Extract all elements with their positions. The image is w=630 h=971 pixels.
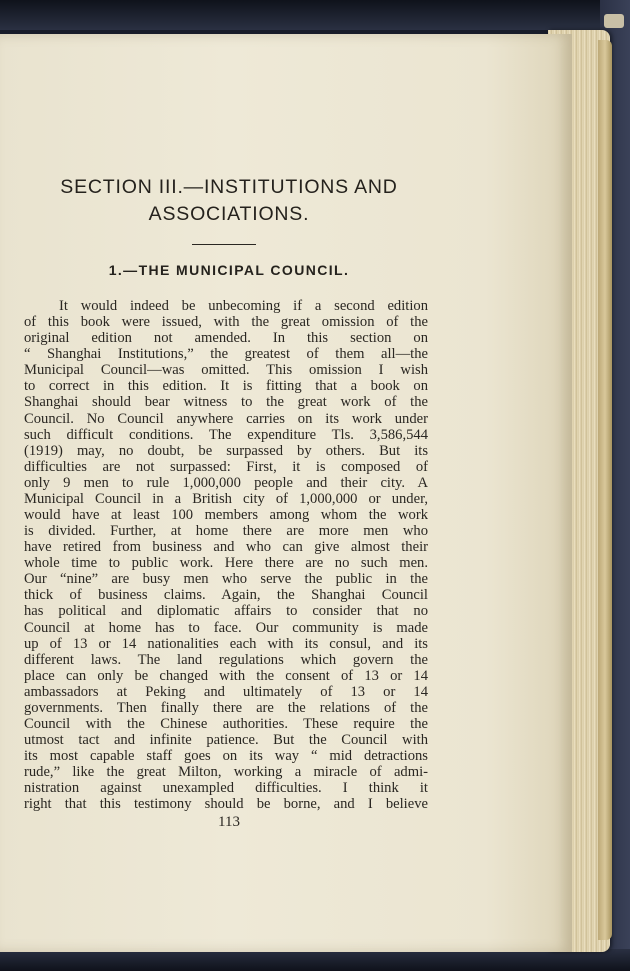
body-text — [24, 298, 428, 813]
text-line: its most capable staff goes on its way “ mid detractions — [24, 748, 428, 765]
text-line: is divided. Further, at home there are more men who — [24, 523, 428, 540]
text-line: Municipal Council in a British city of 1,000,000 or under, — [24, 490, 428, 507]
section-title: SECTION III.—INSTITUTIONS AND ASSOCIATIONS. — [60, 176, 398, 225]
bookmark-tab — [604, 14, 624, 28]
text-line: It would indeed be unbecoming if a second edition — [59, 298, 428, 314]
text-line: Shanghai should bear witness to the great work of the — [24, 394, 428, 411]
sub-heading: 1.—THE MUNICIPAL COUNCIL. — [108, 262, 350, 278]
heading-divider — [192, 244, 256, 245]
text-line: right that this testimony should be borne, and I believe — [24, 796, 428, 813]
text-line: Council at home has to face. Our community is made — [24, 619, 428, 636]
text-line: place can only be changed with the consent of 13 or 14 — [24, 667, 428, 684]
book-page — [0, 34, 572, 952]
text-line: nistration against unexampled difficulties. I think it — [24, 780, 428, 797]
text-line: to correct in this edition. It is fitting that a book on — [24, 378, 428, 395]
text-line: such difficult conditions. The expenditure Tls. 3,586,544 — [24, 426, 428, 443]
book-cover-bottom — [0, 949, 630, 971]
text-line: Our “nine” are busy men who serve the public in the — [24, 571, 428, 588]
text-line: up of 13 or 14 nationalities each with its consul, and its — [24, 635, 428, 652]
text-line: ambassadors at Peking and ultimately of 13 or 14 — [24, 683, 428, 700]
text-line: “ Shanghai Institutions,” the greatest of them all—the — [24, 346, 428, 363]
text-line: whole time to public work. Here there are no such men. — [24, 555, 428, 572]
text-line: of this book were issued, with the great omission of the — [24, 314, 428, 331]
text-line: difficulties are not surpassed: First, it is composed of — [24, 458, 428, 475]
text-line: have retired from business and who can give almost their — [24, 539, 428, 556]
book-cover-top — [0, 0, 630, 30]
page-stack-edge — [598, 40, 612, 940]
text-line: thick of business claims. Again, the Shanghai Council — [24, 587, 428, 604]
text-line: Municipal Council—was omitted. This omission I wish — [24, 362, 428, 379]
text-line: only 9 men to rule 1,000,000 people and their city. A — [24, 474, 428, 491]
text-line: has political and diplomatic affairs to consider that no — [24, 603, 428, 620]
text-line: Council with the Chinese authorities. These require the — [24, 716, 428, 733]
text-line: Council. No Council anywhere carries on its work under — [24, 410, 428, 427]
text-line: (1919) may, no doubt, be surpassed by others. But its — [24, 442, 428, 459]
text-line: rude,” like the great Milton, working a miracle of admi- — [24, 764, 428, 781]
text-line: different laws. The land regulations which govern the — [24, 651, 428, 668]
page-number: 113 — [218, 814, 240, 830]
text-line: original edition not amended. In this section on — [24, 330, 428, 347]
text-line: utmost tact and infinite patience. But the Council with — [24, 732, 428, 749]
text-line: governments. Then finally there are the relations of the — [24, 699, 428, 716]
text-line: would have at least 100 members among whom the work — [24, 507, 428, 524]
